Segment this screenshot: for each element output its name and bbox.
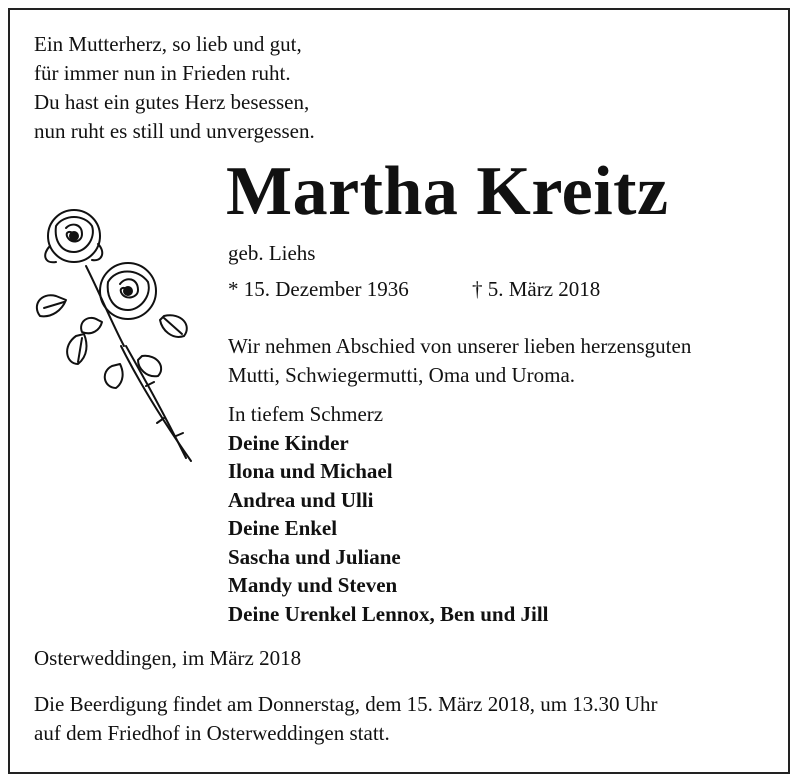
poem-line: Du hast ein gutes Herz besessen, [34, 90, 310, 114]
funeral-line: auf dem Friedhof in Osterweddingen statt. [34, 721, 390, 745]
poem-line: nun ruht es still und unvergessen. [34, 119, 315, 143]
roses-icon [26, 196, 216, 471]
place-date: Osterweddingen, im März 2018 [34, 646, 302, 670]
family-line: Deine Kinder [228, 430, 349, 455]
born-name: geb. Liehs [228, 241, 316, 265]
family-line: Sascha und Juliane [228, 544, 401, 569]
family-list [228, 400, 549, 628]
death-date: † 5. März 2018 [472, 277, 601, 301]
family-line: Deine Enkel [228, 516, 338, 540]
family-line: Ilona und Michael [228, 459, 393, 483]
family-line: Deine Urenkel Lennox, Ben und Jill [228, 601, 549, 626]
farewell-text [228, 332, 788, 390]
farewell-line: Mutti, Schwiegermutti, Oma und Uroma. [228, 363, 576, 387]
poem-line: Ein Mutterherz, so lieb und gut, [34, 32, 302, 56]
family-line: Andrea und Ulli [228, 487, 374, 512]
funeral-line: Die Beerdigung findet am Donnerstag, dem 15. März 2018, um 13.30 Uhr [34, 692, 658, 716]
deceased-name: Martha Kreitz [226, 153, 669, 230]
birth-date: * 15. Dezember 1936 [228, 277, 409, 301]
poem-line: für immer nun in Frieden ruht. [34, 61, 291, 85]
family-line: Mandy und Steven [228, 573, 398, 597]
family-intro: In tiefem Schmerz [228, 402, 384, 426]
farewell-line: Wir nehmen Abschied von unserer lieben herzensguten [228, 334, 692, 358]
funeral-notice [34, 690, 657, 748]
poem [34, 30, 315, 146]
